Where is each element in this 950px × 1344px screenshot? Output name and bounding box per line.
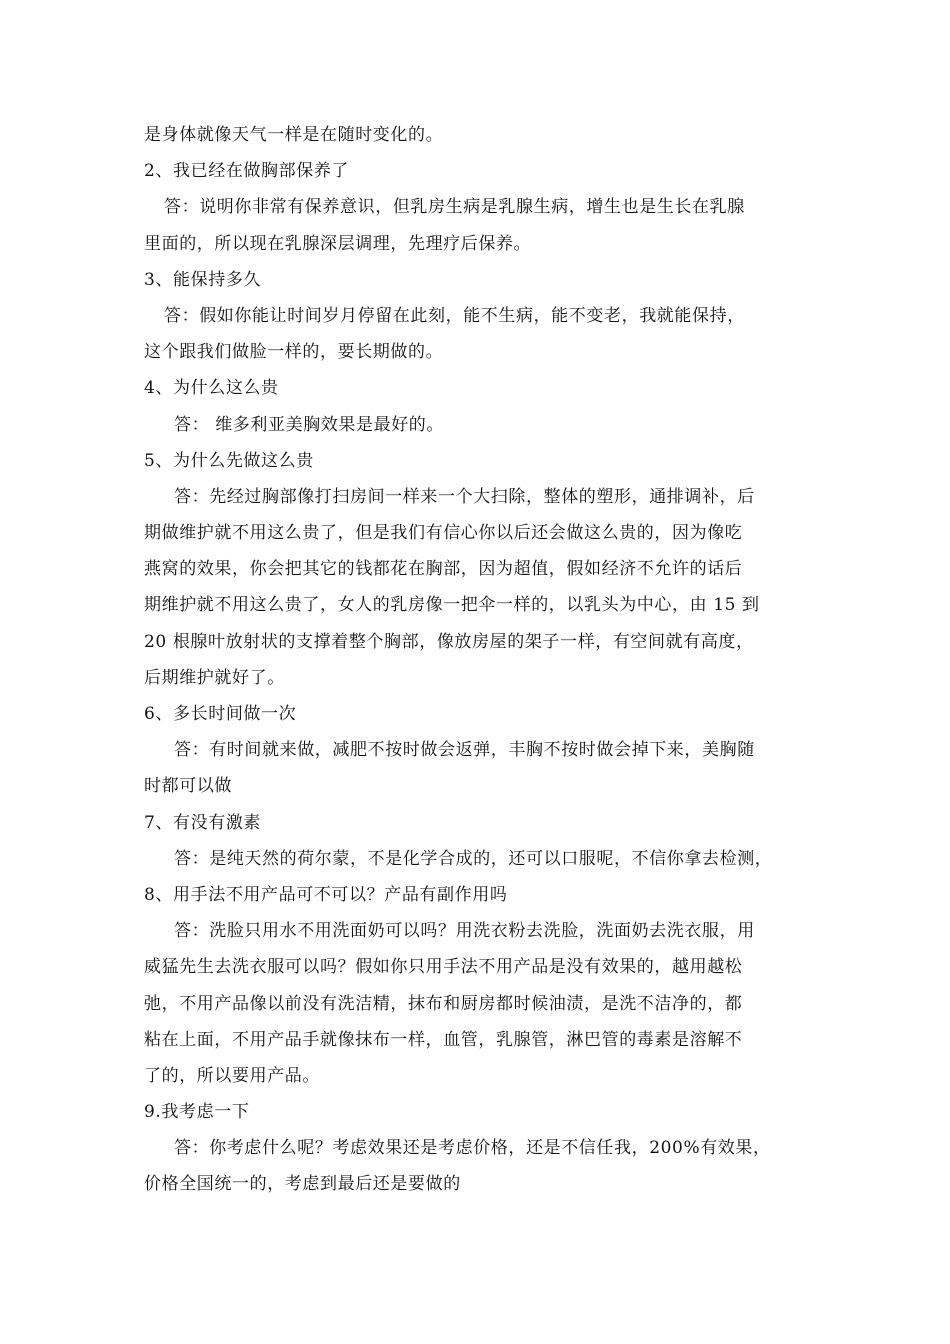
- text-line: 期做维护就不用这么贵了，但是我们有信心你以后还会做这么贵的，因为像吃: [144, 523, 743, 544]
- question-heading: 6、多长时间做一次: [144, 704, 297, 724]
- question-heading: 5、为什么先做这么贵: [144, 450, 314, 471]
- text-line: 价格全国统一的，考虑到最后还是要做的: [144, 1174, 461, 1195]
- text-line: 弛，不用产品像以前没有洗洁精，抹布和厨房都时候油渍，是洗不洁净的，都: [144, 993, 743, 1014]
- question-heading: 7、有没有激素: [144, 812, 262, 833]
- text-line: 这个跟我们做脸一样的，要长期做的。: [144, 342, 444, 363]
- text-line: 了的，所以要用产品。: [144, 1065, 320, 1086]
- answer-line: 答：你考虑什么呢？考虑效果还是考虑价格，还是不信任我，200%有效果，: [174, 1138, 771, 1159]
- text-line: 燕窝的效果，你会把其它的钱都花在胸部，因为超值，假如经济不允许的话后: [144, 559, 743, 580]
- text-line: 粘在上面，不用产品手就像抹布一样，血管，乳腺管，淋巴管的毒素是溶解不: [144, 1029, 743, 1050]
- question-heading: 4、为什么这么贵: [144, 378, 279, 399]
- answer-line: 答：有时间就来做，减肥不按时做会返弹，丰胸不按时做会掉下来，美胸随: [174, 740, 755, 761]
- answer-line: 答：是纯天然的荷尔蒙，不是化学合成的，还可以口服呢，不信你拿去检测，: [174, 848, 773, 869]
- document-body: [144, 117, 824, 1203]
- text-line: 里面的，所以现在乳腺深层调理，先理疗后保养。: [144, 233, 532, 254]
- answer-line: 答：假如你能让时间岁月停留在此刻，能不生病，能不变老，我就能保持，: [164, 305, 745, 326]
- answer-line: 答： 维多利亚美胸效果是最好的。: [174, 414, 445, 435]
- text-line: 期维护就不用这么贵了，女人的乳房像一把伞一样的，以乳头为中心，由 15 到: [144, 595, 760, 616]
- question-heading: 2、我已经在做胸部保养了: [144, 161, 350, 182]
- text-line: 20 根腺叶放射状的支撑着整个胸部，像放房屋的架子一样，有空间就有高度，: [144, 631, 754, 652]
- text-line: 威猛先生去洗衣服可以吗？假如你只用手法不用产品是没有效果的，越用越松: [144, 957, 743, 978]
- question-heading: 9.我考虑一下: [144, 1102, 250, 1123]
- question-heading: 3、能保持多久: [144, 269, 262, 290]
- text-line: 后期维护就好了。: [144, 667, 285, 688]
- answer-line: 答：洗脸只用水不用洗面奶可以吗？用洗衣粉去洗脸，洗面奶去洗衣服，用: [174, 921, 755, 942]
- text-line: 时都可以做: [144, 776, 232, 797]
- question-heading: 8、用手法不用产品可不可以？产品有副作用吗: [144, 884, 508, 905]
- text-line: 是身体就像天气一样是在随时变化的。: [144, 125, 444, 145]
- answer-line: 答：说明你非常有保养意识，但乳房生病是乳腺生病，增生也是生长在乳腺: [164, 197, 745, 218]
- answer-line: 答：先经过胸部像打扫房间一样来一个大扫除，整体的塑形，通排调补，后: [174, 486, 755, 507]
